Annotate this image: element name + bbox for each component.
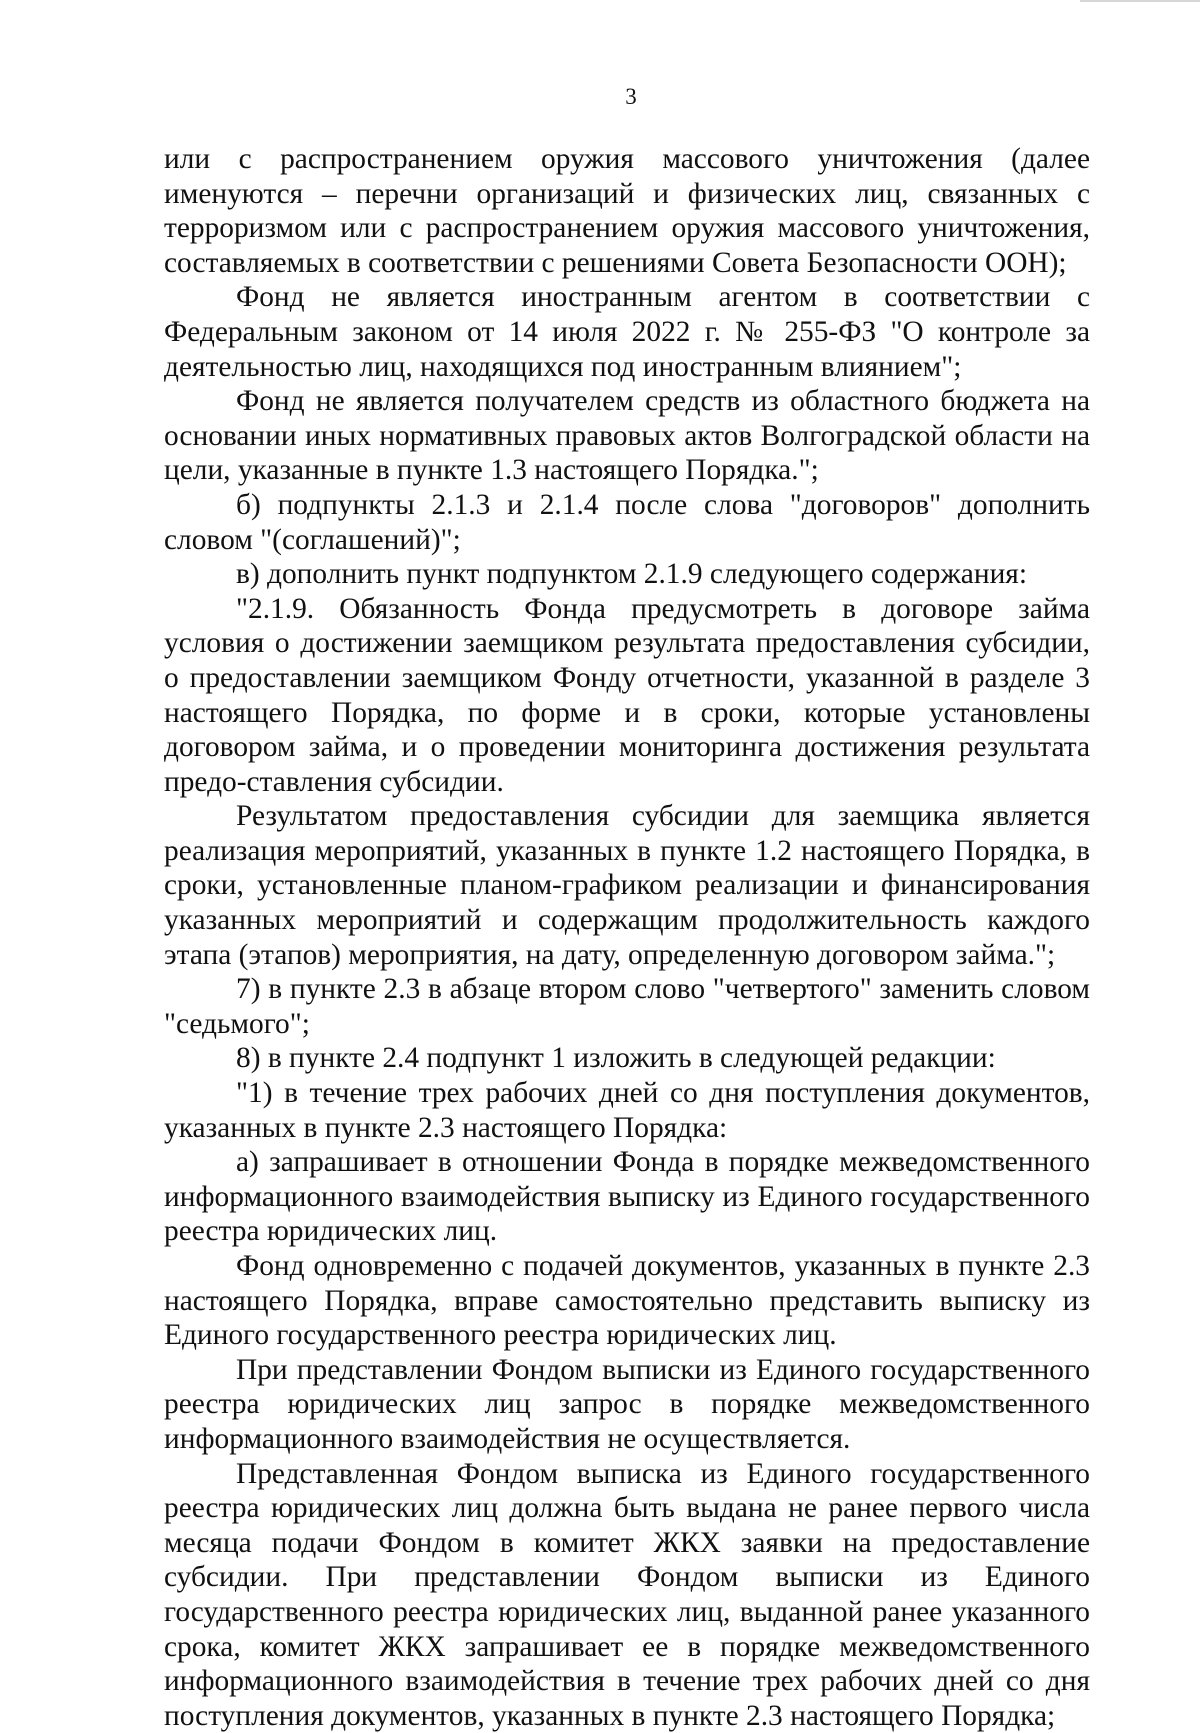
scan-edge-mark — [1080, 0, 1200, 2]
paragraph-subitem-a: а) запрашивает в отношении Фонда в порядке межведомственного информационного взаимодействия выписку из Единого государственного реестра юридических лиц. — [164, 1146, 1090, 1248]
paragraph-subitem-1: "1) в течение трех рабочих дней со дня поступления документов, указанных в пункте 2.3 настоящего Порядка: — [164, 1077, 1090, 1144]
paragraph-extract-validity: Представленная Фондом выписка из Единого государственного реестра юридических лиц должна быть выдана не ранее первого числа месяца подачи Фондом в комитет ЖКХ заявки на предоставление субсидии. При представлении Фондом выписки из Единого государственного реестра юридических лиц, выданной ранее указанного срока, комитет ЖКХ запрашивает ее в порядке межведомственного информационного взаимодействия в течение трех рабочих дней со дня поступления документов, указанных в пункте 2.3 настоящего Порядка; — [164, 1457, 1090, 1732]
paragraph-continuation: или с распространением оружия массового уничтожения (далее именуются – перечни организаций и физических лиц, связанных с терроризмом или с распространением оружия массового уничтожения, составляемых в соответствии с решениями Совета Безопасности ООН); — [164, 143, 1090, 279]
paragraph-item-b: б) подпункты 2.1.3 и 2.1.4 после слова "договоров" дополнить словом "(соглашений)"; — [164, 488, 1090, 556]
document-body — [164, 142, 1090, 1733]
paragraph-item-8: 8) в пункте 2.4 подпункт 1 изложить в следующей редакции: — [236, 1042, 996, 1075]
page-number: 3 — [625, 84, 637, 109]
paragraph-no-request: При представлении Фондом выписки из Единого государственного реестра юридических лиц запрос в порядке межведомственного информационного взаимодействия не осуществляется. — [164, 1353, 1090, 1455]
paragraph-subsidy-result: Результатом предоставления субсидии для заемщика является реализация мероприятий, указанных в пункте 1.2 настоящего Порядка, в сроки, установленные планом-графиком реализации и финансирования указанных мероприятий и содержащим продолжительность каждого этапа (этапов) мероприятия, на дату, определенную договором займа."; — [164, 800, 1090, 971]
paragraph-fund-submission: Фонд одновременно с подачей документов, указанных в пункте 2.3 настоящего Порядка, вправе самостоятельно представить выписку из Единого государственного реестра юридических лиц. — [164, 1250, 1090, 1352]
paragraph-budget-recipient: Фонд не является получателем средств из областного бюджета на основании иных нормативных правовых актов Волгоградской области на цели, указанные в пункте 1.3 настоящего Порядка."; — [164, 385, 1090, 487]
paragraph-item-v: в) дополнить пункт подпунктом 2.1.9 следующего содержания: — [236, 558, 1027, 591]
paragraph-foreign-agent: Фонд не является иностранным агентом в соответствии с Федеральным законом от 14 июля 2022 г. № 255-ФЗ "О контроле за деятельностью лиц, находящихся под иностранным влиянием"; — [164, 281, 1090, 383]
paragraph-item-7: 7) в пункте 2.3 в абзаце втором слово "четвертого" заменить словом "седьмого"; — [164, 973, 1090, 1040]
paragraph-2-1-9: "2.1.9. Обязанность Фонда предусмотреть в договоре займа условия о достижении заемщиком результата предоставления субсидии, о предоставлении заемщиком Фонду отчетности, указанной в разделе 3 настоящего Порядка, по форме и в сроки, которые установлены договором займа, и о проведении мониторинга достижения результата предо-ставления субсидии. — [164, 592, 1090, 798]
